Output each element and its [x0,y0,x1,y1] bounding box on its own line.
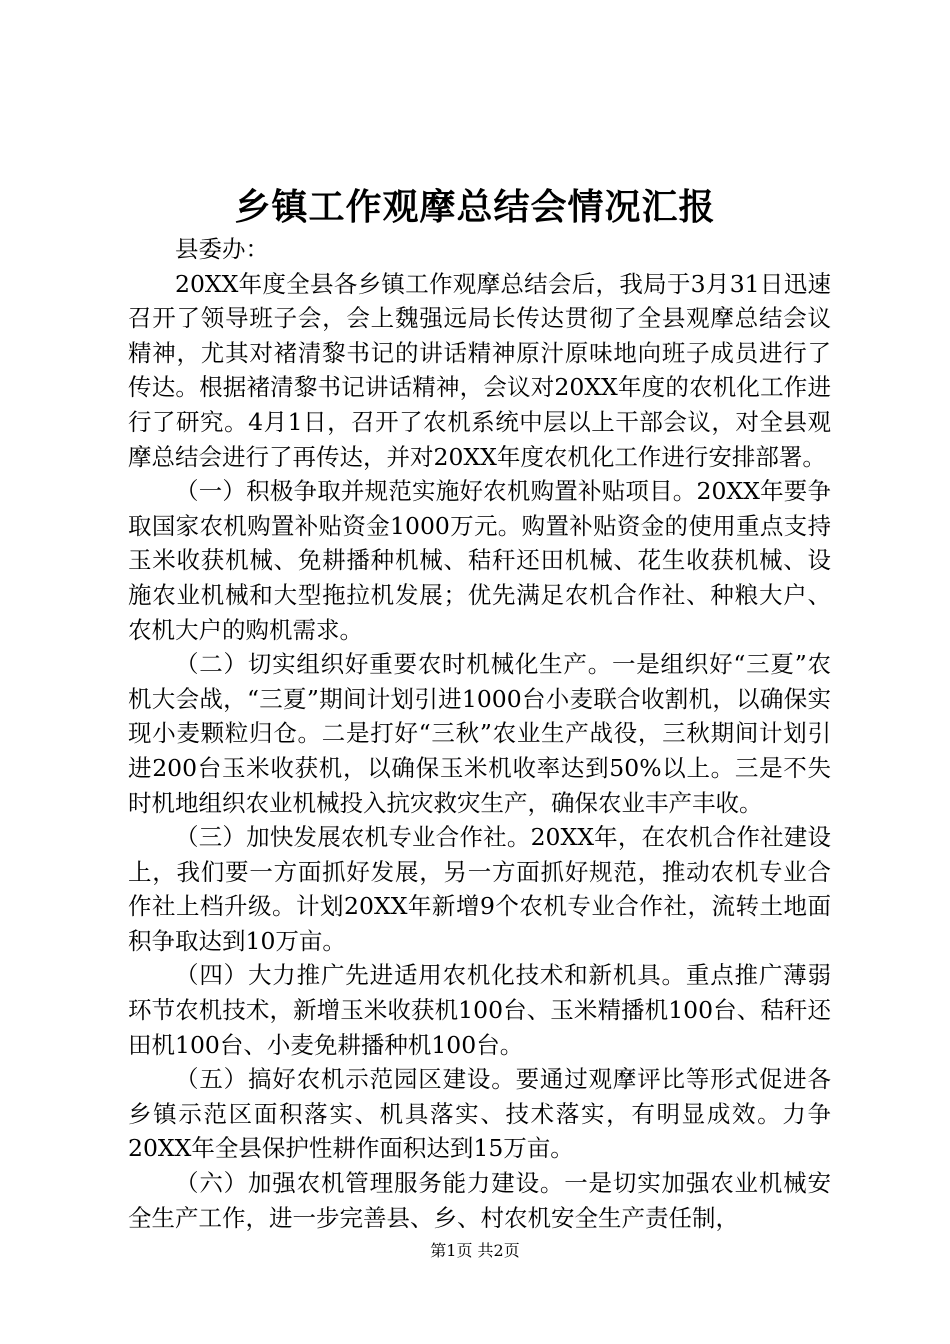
section-1-paragraph: （一）积极争取并规范实施好农机购置补贴项目。20XX年要争取国家农机购置补贴资金1000万元。购置补贴资金的使用重点支持玉米收获机械、免耕播种机械、秸秆还田机械、花生收获机械、设施农业机械和大型拖拉机发展；优先满足农机合作社、种粮大户、农机大户的购机需求。 [128,477,831,644]
section-2-paragraph: （二）切实组织好重要农时机械化生产。一是组织好“三夏”农机大会战，“三夏”期间计划引进1000台小麦联合收割机，以确保实现小麦颗粒归仓。二是打好“三秋”农业生产战役，三秋期间计划引进200台玉米收获机，以确保玉米机收率达到50%以上。三是不失时机地组织农业机械投入抗灾救灾生产，确保农业丰产丰收。 [128,650,831,817]
section-6-paragraph: （六）加强农机管理服务能力建设。一是切实加强农业机械安全生产工作，进一步完善县、乡、村农机安全生产责任制， [128,1169,831,1232]
section-4-paragraph: （四）大力推广先进适用农机化技术和新机具。重点推广薄弱环节农机技术，新增玉米收获机100台、玉米精播机100台、秸秆还田机100台、小麦免耕播种机100台。 [128,961,831,1059]
page-title: 乡镇工作观摩总结会情况汇报 [234,187,716,228]
document-body [128,232,831,1235]
section-5-paragraph: （五）搞好农机示范园区建设。要通过观摩评比等形式促进各乡镇示范区面积落实、机具落实、技术落实，有明显成效。力争20XX年全县保护性耕作面积达到15万亩。 [128,1065,831,1163]
intro-paragraph: 20XX年度全县各乡镇工作观摩总结会后，我局于3月31日迅速召开了领导班子会，会上魏强远局长传达贯彻了全县观摩总结会议精神，尤其对褚清黎书记的讲话精神原汁原味地向班子成员进行了传达。根据褚清黎书记讲话精神，会议对20XX年度的农机化工作进行了研究。4月1日，召开了农机系统中层以上干部会议，对全县观摩总结会进行了再传达，并对20XX年度农机化工作进行安排部署。 [128,269,831,471]
salutation: 县委办： [175,235,269,263]
section-3-paragraph: （三）加快发展农机专业合作社。20XX年，在农机合作社建设上，我们要一方面抓好发展，另一方面抓好规范，推动农机专业合作社上档升级。计划20XX年新增9个农机专业合作社，流转土地面积争取达到10万亩。 [128,823,831,955]
page-footer: 第1页 共2页 [430,1241,520,1260]
